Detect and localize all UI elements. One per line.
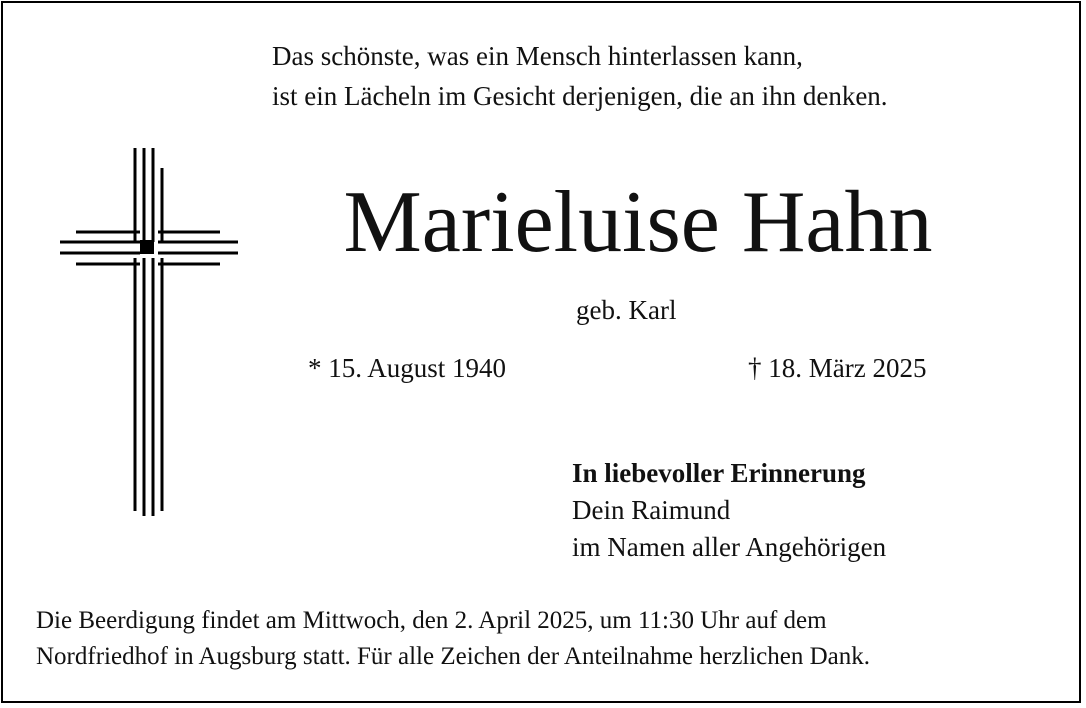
mourners-line-1: Dein Raimund (572, 495, 731, 525)
memorial-quote (272, 36, 888, 116)
mourners-heading: In liebevoller Erinnerung (572, 458, 866, 488)
mourners-line-2: im Namen aller Angehörigen (572, 532, 887, 562)
quote-line-2: ist ein Lächeln im Gesicht derjenigen, die an ihn denken. (272, 81, 888, 111)
funeral-line-1: Die Beerdigung findet am Mittwoch, den 2. April 2025, um 11:30 Uhr auf dem (36, 607, 827, 634)
mourners-block (572, 455, 886, 566)
birth-date: * 15. August 1940 (308, 353, 507, 383)
quote-line-1: Das schönste, was ein Mensch hinterlassen kann, (272, 41, 803, 71)
funeral-line-2: Nordfriedhof in Augsburg statt. Für alle Zeichen der Anteilnahme herzlichen Dank. (36, 643, 871, 670)
funeral-notice (36, 603, 870, 675)
deceased-name: Marieluise Hahn (343, 174, 933, 271)
death-date: † 18. März 2025 (748, 353, 927, 383)
maiden-name: geb. Karl (576, 295, 677, 325)
